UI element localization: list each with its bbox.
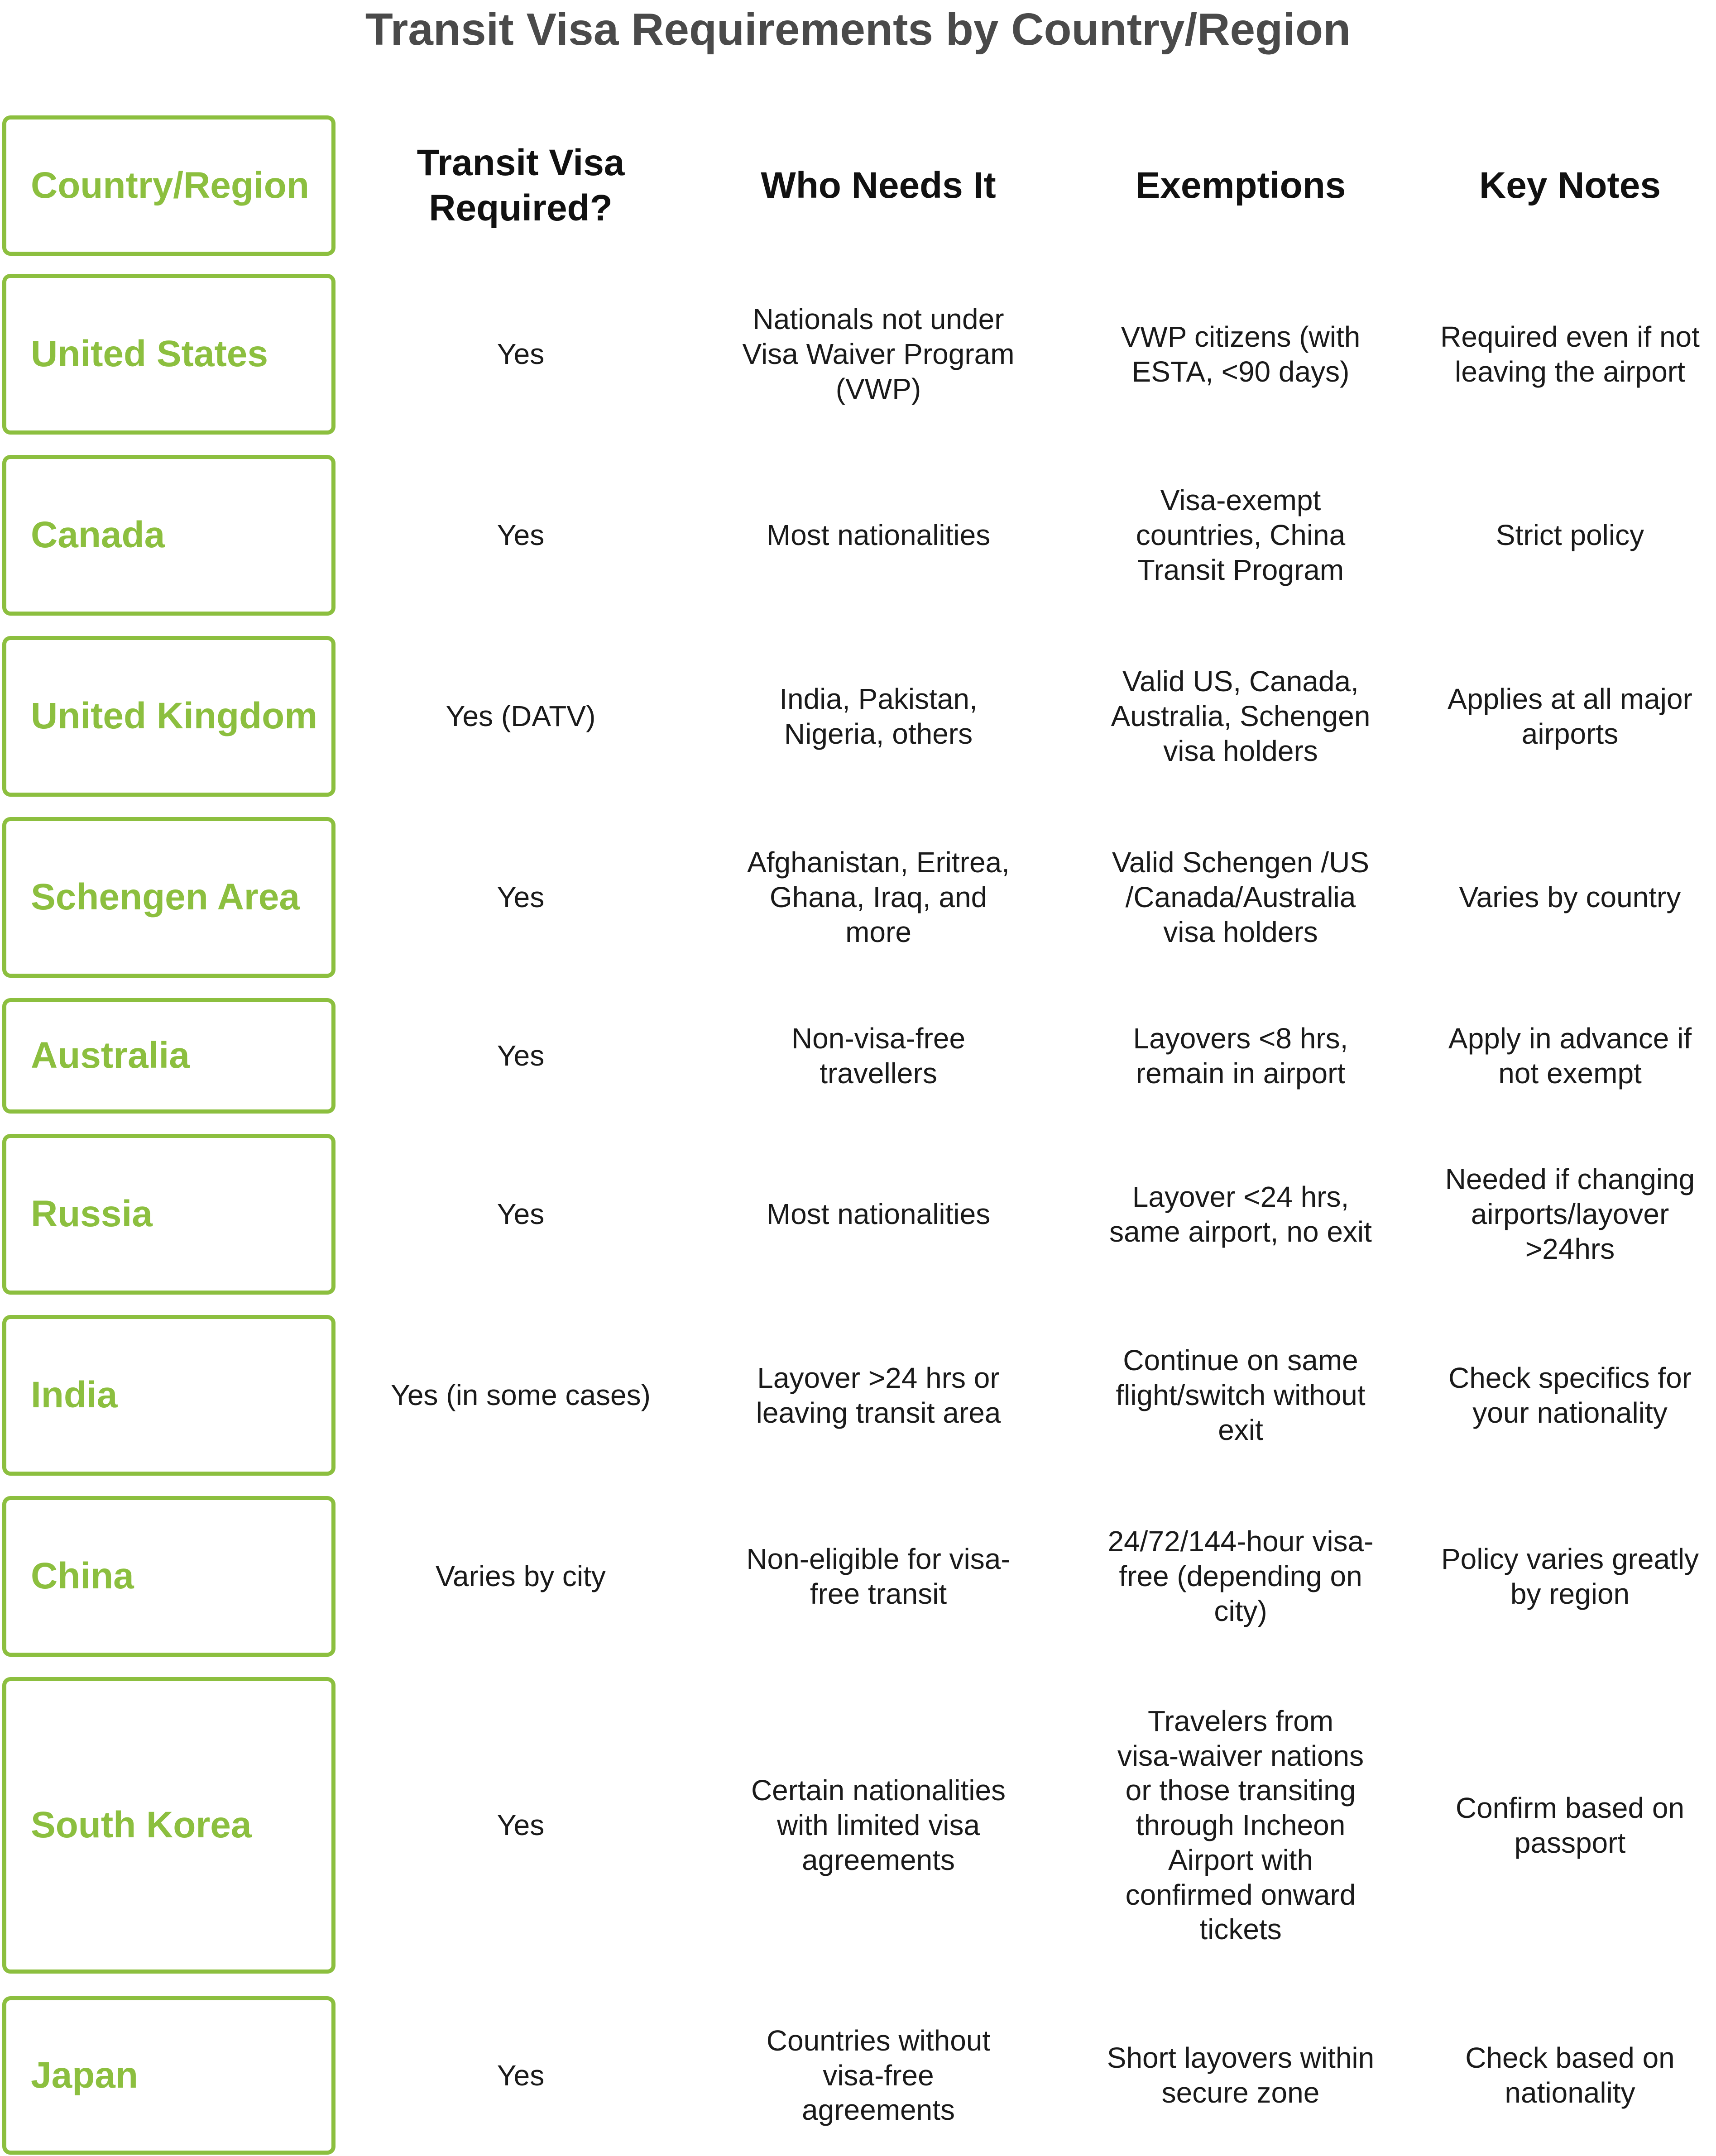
required-cell: Yes (497, 519, 545, 552)
country-cell (2, 1677, 336, 1974)
exemptions-cell: 24/72/144-hour visa-free (depending on city) (1107, 1525, 1374, 1627)
country-name: Russia (31, 1193, 153, 1235)
country-name: Japan (31, 2054, 138, 2096)
table-row (0, 455, 1716, 616)
who-cell: Non-visa-free travellers (791, 1022, 966, 1090)
table-row (0, 274, 1716, 435)
notes-cell: Required even if not leaving the airport (1440, 320, 1700, 388)
country-name: China (31, 1555, 134, 1597)
header-country-label: Country/Region (31, 164, 309, 206)
required-cell: Yes (497, 881, 545, 914)
header-notes-label: Key Notes (1479, 164, 1661, 206)
who-cell: Afghanistan, Eritrea, Ghana, Iraq, and more (747, 846, 1010, 948)
country-cell (2, 817, 336, 978)
country-cell (2, 455, 336, 616)
required-cell: Varies by city (436, 1560, 606, 1593)
notes-cell: Varies by country (1459, 881, 1681, 914)
header-who-label: Who Needs It (761, 164, 996, 206)
table-row (0, 1496, 1716, 1657)
header-exemptions-label: Exemptions (1135, 164, 1346, 206)
notes-cell: Apply in advance if not exempt (1448, 1022, 1692, 1090)
exemptions-cell: Visa-exempt countries, China Transit Program (1136, 484, 1346, 586)
notes-cell: Needed if changing airports/layover >24hrs (1445, 1163, 1695, 1265)
notes-cell: Check based on nationality (1465, 2041, 1675, 2109)
required-cell: Yes (DATV) (446, 700, 596, 733)
who-cell: Certain nationalities with limited visa agreements (751, 1774, 1006, 1876)
table-row (0, 1134, 1716, 1295)
country-name: South Korea (31, 1804, 252, 1846)
exemptions-cell: Layovers <8 hrs, remain in airport (1133, 1022, 1348, 1090)
country-name: United States (31, 333, 268, 375)
table-row (0, 636, 1716, 797)
notes-cell: Applies at all major airports (1448, 682, 1692, 750)
country-cell (2, 636, 336, 797)
country-name: Australia (31, 1035, 190, 1076)
exemptions-cell: Valid US, Canada, Australia, Schengen visa holders (1111, 665, 1371, 767)
required-cell: Yes (497, 1198, 545, 1231)
who-cell: Most nationalities (766, 1198, 991, 1231)
table-row (0, 1996, 1716, 2155)
who-cell: Countries without visa-free agreements (766, 2024, 991, 2127)
who-cell: Nationals not under Visa Waiver Program (VWP) (742, 303, 1015, 405)
table-row (0, 817, 1716, 978)
who-cell: Most nationalities (766, 519, 991, 552)
country-cell (2, 1996, 336, 2155)
header-country-region (2, 115, 336, 256)
page-title: Transit Visa Requirements by Country/Region (365, 4, 1351, 55)
country-cell (2, 1496, 336, 1657)
required-cell: Yes (in some cases) (391, 1379, 651, 1412)
country-cell (2, 998, 336, 1114)
country-cell (2, 1315, 336, 1476)
required-cell: Yes (497, 338, 545, 371)
table-row (0, 1315, 1716, 1476)
exemptions-cell: Layover <24 hrs, same airport, no exit (1109, 1180, 1372, 1248)
table-row (0, 998, 1716, 1114)
exemptions-cell: Valid Schengen /US /Canada/Australia visa holders (1112, 846, 1370, 948)
country-name: India (31, 1374, 118, 1416)
notes-cell: Confirm based on passport (1455, 1791, 1685, 1859)
country-name: Canada (31, 514, 165, 556)
country-cell (2, 1134, 336, 1295)
country-name: United Kingdom (31, 695, 318, 737)
exemptions-cell: VWP citizens (with ESTA, <90 days) (1121, 320, 1361, 388)
header-who (702, 115, 1055, 256)
table-header (0, 115, 1716, 256)
who-cell: Layover >24 hrs or leaving transit area (756, 1361, 1001, 1429)
exemptions-cell: Continue on same flight/switch without exit (1116, 1344, 1366, 1446)
exemptions-cell: Short layovers within secure zone (1107, 2041, 1375, 2109)
country-name: Schengen Area (31, 876, 300, 918)
header-required-label: Transit Visa Required? (417, 142, 625, 229)
required-cell: Yes (497, 2059, 545, 2092)
exemptions-cell: Travelers from visa-waiver nations or those transiting through Incheon Airport with confirmed onward tickets (1117, 1704, 1364, 1946)
notes-cell: Check specifics for your nationality (1448, 1361, 1692, 1429)
header-notes (1426, 115, 1714, 256)
who-cell: Non-eligible for visa-free transit (746, 1542, 1011, 1610)
notes-cell: Policy varies greatly by region (1441, 1542, 1699, 1610)
table-row (0, 1677, 1716, 1976)
required-cell: Yes (497, 1809, 545, 1842)
country-cell (2, 274, 336, 435)
who-cell: India, Pakistan, Nigeria, others (779, 682, 978, 750)
header-required (353, 115, 688, 256)
header-exemptions (1062, 115, 1419, 256)
notes-cell: Strict policy (1496, 519, 1644, 552)
required-cell: Yes (497, 1039, 545, 1072)
